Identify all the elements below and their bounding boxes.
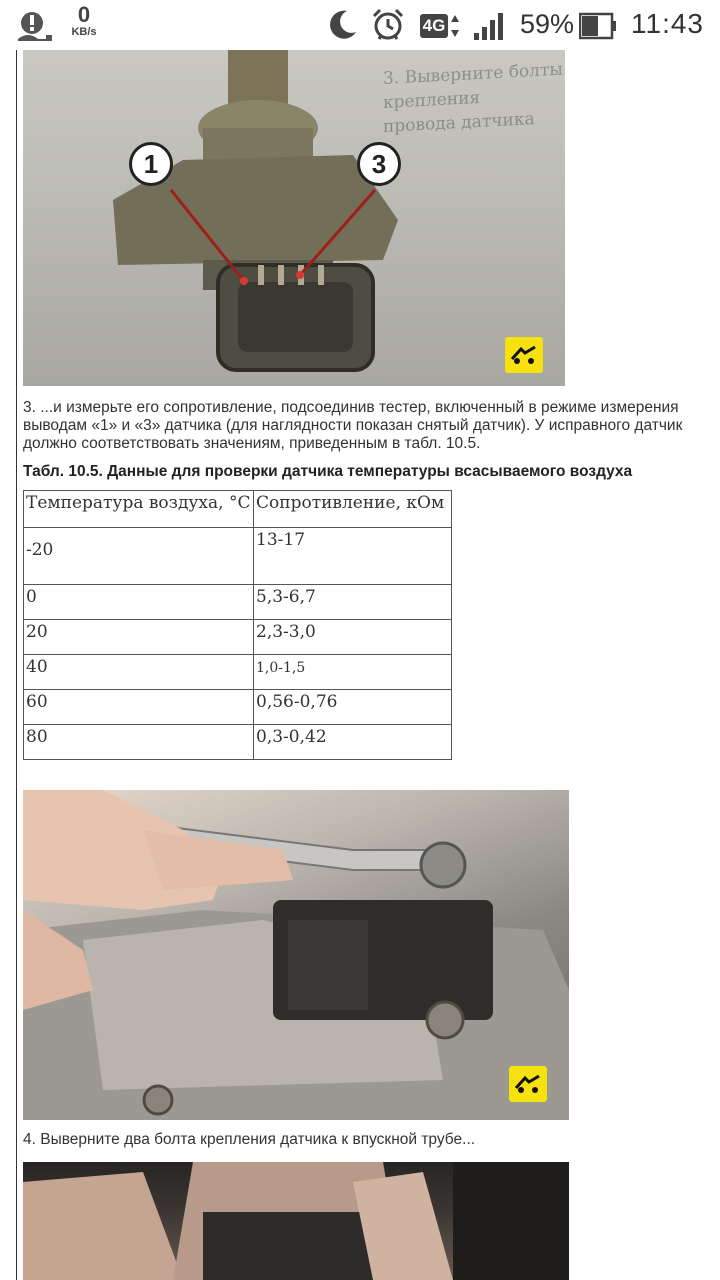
table-row <box>24 528 452 585</box>
table-header-cell: Температура воздуха, °С <box>24 491 254 528</box>
table-cell: 0 <box>24 585 254 620</box>
marker-1: 1 <box>129 142 173 186</box>
content-border <box>16 50 17 1280</box>
sensor-removal-photo <box>23 1162 569 1280</box>
sensor-connector-photo <box>23 50 565 386</box>
table-cell: -20 <box>24 528 254 585</box>
table-row <box>24 725 452 760</box>
table-cell: 0,3-0,42 <box>254 725 452 760</box>
table-title: Табл. 10.5. Данные для проверки датчика температуры всасываемого воздуха <box>23 463 633 480</box>
status-bar <box>0 0 720 50</box>
table-cell: 60 <box>24 690 254 725</box>
table-header-row <box>24 491 452 528</box>
table-cell: 1,0-1,5 <box>254 655 452 690</box>
step3-text-line2: выводам «1» и «3» датчика (для наглядности показан снятый датчик). У исправного датчик <box>23 417 683 434</box>
network-4g-icon <box>416 10 464 42</box>
table-cell: 5,3-6,7 <box>254 585 452 620</box>
step3-text-line3: должно соответствовать значениям, приведенным в табл. 10.5. <box>23 435 481 452</box>
marker-3: 3 <box>357 142 401 186</box>
table-cell: 20 <box>24 620 254 655</box>
table-cell: 40 <box>24 655 254 690</box>
table-cell: 2,3-3,0 <box>254 620 452 655</box>
table-row <box>24 690 452 725</box>
publisher-logo-icon <box>509 1066 547 1102</box>
table-row <box>24 655 452 690</box>
data-table <box>23 490 452 760</box>
step4-text: 4. Выверните два болта крепления датчика к впускной трубе... <box>23 1131 476 1148</box>
table-cell: 0,56-0,76 <box>254 690 452 725</box>
table-row <box>24 620 452 655</box>
net-speed <box>64 4 104 39</box>
table-cell: 80 <box>24 725 254 760</box>
table-row <box>24 585 452 620</box>
step3-text-line1: 3. ...и измерьте его сопротивление, подсоединив тестер, включенный в режиме измерения <box>23 399 679 416</box>
network-type-label: 4G <box>420 14 449 38</box>
dnd-moon-icon <box>322 6 362 44</box>
clock: 11:43 <box>631 8 704 39</box>
net-speed-value: 0 <box>77 2 91 27</box>
publisher-logo-icon <box>505 337 543 373</box>
notification-icon <box>14 8 56 44</box>
wrench-bolt-photo <box>23 790 569 1120</box>
table-cell: 13-17 <box>254 528 452 585</box>
signal-icon <box>470 10 508 42</box>
battery-icon <box>578 10 618 42</box>
photo-background-text: 3. Выверните болты крепления провода датчика <box>383 59 563 137</box>
alarm-icon <box>368 6 408 44</box>
battery-percent: 59% <box>520 9 575 39</box>
net-speed-unit: KB/s <box>71 26 97 38</box>
table-header-cell: Сопротивление, кОм <box>254 491 452 528</box>
